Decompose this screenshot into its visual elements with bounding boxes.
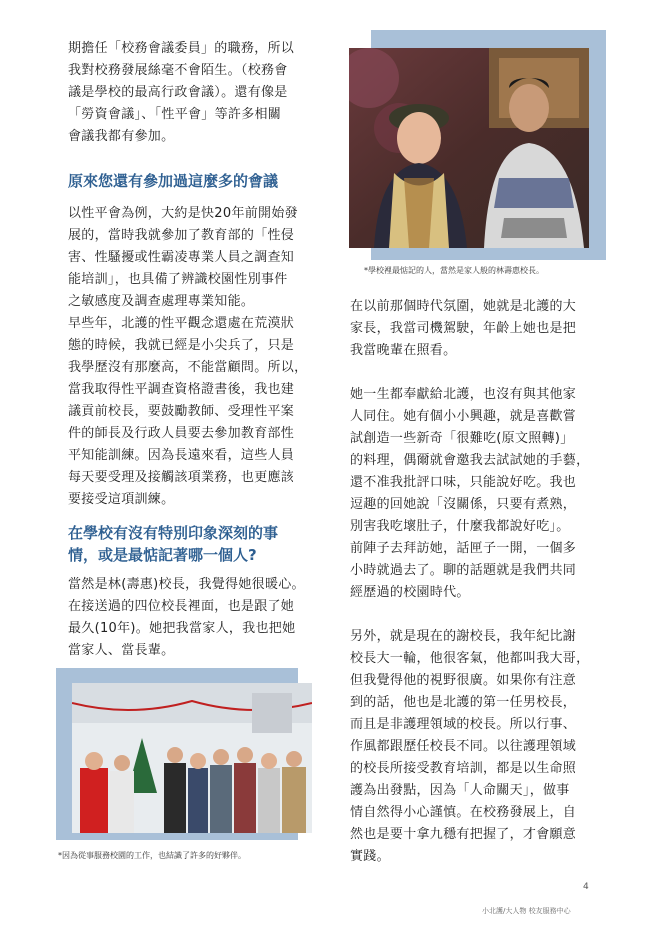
photo-colleagues-group	[72, 683, 312, 833]
photo-caption-principal-lin: *學校裡最惦記的人，當然是家人般的林壽惠校長。	[364, 266, 544, 275]
photo-principal-lin	[349, 48, 589, 248]
page-number: 4	[583, 882, 589, 892]
paragraph-principal-hsieh: 另外，就是現在的謝校長，我年紀比謝 校長大一輪，他很客氣，他都叫我大哥， 但我覺得他的視野很廣。如果你有注意 到的話，他也是北護的第一任男校長， 而且是非護理領域的校長。所以行事、 作風都跟歷任校長不同。以往護理領域 的校長所接受教育培訓，都是以生命照 護為出發點，因為「人命關天」，做事 情自然得小心謹慎。在校務發展上，自 然也是要十拿九穩有把握了，才會願意 實踐。	[350, 629, 590, 864]
principal-lin-photo-illustration	[349, 48, 589, 248]
paragraph-duties: 期擔任「校務會議委員」的職務，所以 我對校務發展絲毫不會陌生。（校務會 議是學校的最高行政會議）。還有像是 「勞資會議」、「性平會」等許多相關 會議我都有參加。	[68, 41, 295, 144]
group-photo-illustration	[72, 683, 312, 833]
page-footer: 小北護/大人物 校友服務中心	[482, 907, 571, 915]
paragraph-early-years: 早些年，北護的性平觀念還處在荒漠狀 態的時候，我就已經是小尖兵了，只是 我學歷沒有那麼高，不能當顧問。所以， 當我取得性平調查資格證書後，我也建 議貢前校長，要鼓勵教師、受理性平案 件的師長及行政人員要去參加教育部性 平知能訓練。因為長遠來看，這些人員 每天要受理及接觸該項業務，也更應該 要接受這項訓練。	[68, 316, 308, 507]
section-heading-meetings: 原來您還有參加過這麼多的會議	[68, 172, 279, 190]
paragraph-principal-lin: 當然是林(壽惠)校長，我覺得她很暖心。 在接送過的四位校長裡面，也是跟了她 最久(10年)。她把我當家人，我也把她 當家人、當長輩。	[68, 577, 305, 658]
right-column	[350, 296, 605, 868]
paragraph-cooking: 她一生都奉獻給北護，也沒有與其他家 人同住。她有個小小興趣，就是喜歡嘗 試創造一些新奇「很難吃(原文照轉)」 的料理，偶爾就會邀我去試試她的手藝， 還不准我批評口味，只能說好吃。我也 逗趣的回她說「沒關係，只要有煮熟， 別害我吃壞肚子，什麼我都說好吃」。 前陣子去拜訪她，話匣子一開，一個多 小時就過去了。聊的話題就是我們共同 經歷過的校園時代。	[350, 387, 590, 600]
paragraph-era: 在以前那個時代氛圍，她就是北護的大 家長，我當司機駕駛，年齡上她也是把 我當晚輩在照看。	[350, 299, 577, 358]
left-column	[68, 38, 313, 662]
photo-caption-colleagues: *因為從事服務校園的工作，也結識了許多的好夥伴。	[58, 851, 246, 860]
section-heading-memorable-person: 在學校有沒有特別印象深刻的事 情，或是最惦記著哪一個人?	[68, 524, 279, 564]
paragraph-gender-equity: 以性平會為例，大約是快20年前開始發 展的，當時我就參加了教育部的「性侵 害、性騷擾或性霸凌專業人員之調查知 能培訓」，也具備了辨識校園性別事件 之敏感度及調查處理專業知能。	[68, 206, 298, 309]
